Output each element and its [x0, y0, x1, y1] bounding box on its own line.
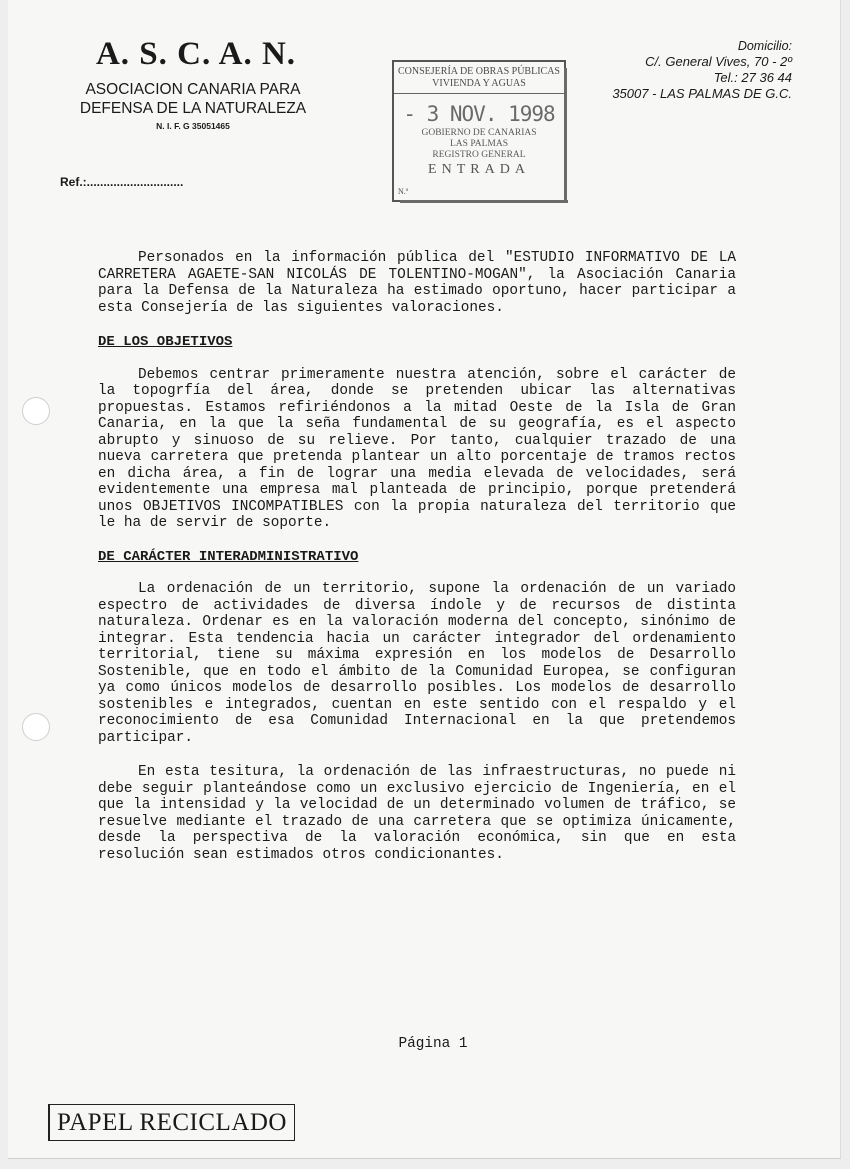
objetivos-paragraph: Debemos centrar primeramente nuestra atención, sobre el carácter de la topogrfía del área, donde se pretenden ubicar las alternativas propuestas. Estamos refiriéndonos a la mitad Oeste de la Isla de Gran Canaria, en la que la seña fundamental de su geografía, es el aspecto abrupto y sinuoso de su relieve. Por tanto, cualquier trazado de una nueva carretera que pretenda plantear un alto porcentaje de tramos rectos en dicha área, a fin de lograr una media elevada de velocidades, será evidentemente una empresa mal planteada de principio, porque pretenderá unos OBJETIVOS INCOMPATIBLES con la propia naturaleza del territorio que le ha de servir de soporte.	[98, 366, 736, 531]
stamp-header	[394, 62, 564, 94]
org-name-line2: DEFENSA DE LA NATURALEZA	[79, 100, 307, 117]
address-phone: Tel.: 27 36 44	[713, 70, 792, 85]
stamp-government: GOBIERNO DE CANARIAS	[421, 128, 537, 138]
org-acronym: A. S. C. A. N.	[95, 36, 297, 72]
stamp-details	[394, 128, 564, 161]
punch-hole-bottom	[22, 713, 50, 741]
stamp-entry: ENTRADA	[428, 162, 530, 177]
punch-hole-top	[22, 397, 50, 425]
address-block	[612, 38, 792, 102]
org-full-name	[58, 80, 328, 118]
interadministrativo-paragraph-1: La ordenación de un territorio, supone la ordenación de un variado espectro de actividades de diversa índole y de recursos de distinta naturaleza. Ordenar es en la valoración moderna del concepto, sinónimo de integrar. Esta tendencia hacia un carácter integrador del ordenamiento territorial, tiene su máxima expresión en los modelos de Desarrollo Sostenible, que en todo el ámbito de la Comunidad Europea, se configuran ya como únicos modelos de desarrollo posibles. Los modelos de desarrollo sostenibles e integrados, cuentan en este sentido con el respaldo y el reconocimiento de esa Comunidad Internacional en la que pretendemos participar.	[98, 581, 736, 746]
section-title-objetivos: DE LOS OBJETIVOS	[98, 334, 233, 350]
address-street: C/. General Vives, 70 - 2º	[645, 54, 792, 69]
org-name-line1: ASOCIACION CANARIA PARA	[85, 81, 301, 98]
document-page	[8, 0, 841, 1159]
stamp-subdepartment: VIVIENDA Y AGUAS	[432, 78, 526, 89]
interadministrativo-paragraph-2: En esta tesitura, la ordenación de las infraestructuras, no puede ni debe seguir planteándose como un exclusivo ejercicio de Ingeniería, en el que la intensidad y la velocidad de un determinado volumen de tráfico, se resuelve mediante el trazado de una carretera que se optimiza únicamente, desde la perspectiva de la valoración económica, sin que en esta resolución sean estimados otros condicionantes.	[98, 764, 736, 863]
stamp-number-label: N.º	[398, 187, 409, 196]
recycled-paper-label: PAPEL RECICLADO	[48, 1104, 295, 1141]
reference-line: Ref.:.............................	[60, 175, 184, 189]
stamp-date: - 3 NOV. 1998	[403, 102, 555, 126]
address-city: 35007 - LAS PALMAS DE G.C.	[612, 86, 792, 101]
stamp-department: CONSEJERÍA DE OBRAS PÚBLICAS	[398, 66, 560, 77]
letter-body	[98, 250, 736, 863]
stamp-place: LAS PALMAS	[450, 139, 508, 149]
section-title-interadministrativo: DE CARÁCTER INTERADMINISTRATIVO	[98, 548, 359, 565]
intro-paragraph: Personados en la información pública del "ESTUDIO INFORMATIVO DE LA CARRETERA AGAETE-SAN NICOLÁS DE TOLENTINO-MOGAN", la Asociación Canaria para la Defensa de la Naturaleza ha estimado oportuno, hacer participar a esta Consejería de las siguientes valoraciones.	[98, 250, 736, 316]
address-label: Domicilio:	[737, 39, 792, 53]
org-nif: N. I. F. G 35051465	[156, 121, 230, 131]
stamp-registry: REGISTRO GENERAL	[432, 150, 526, 160]
page-number: Página 1	[398, 1036, 468, 1052]
registry-stamp	[392, 60, 566, 202]
